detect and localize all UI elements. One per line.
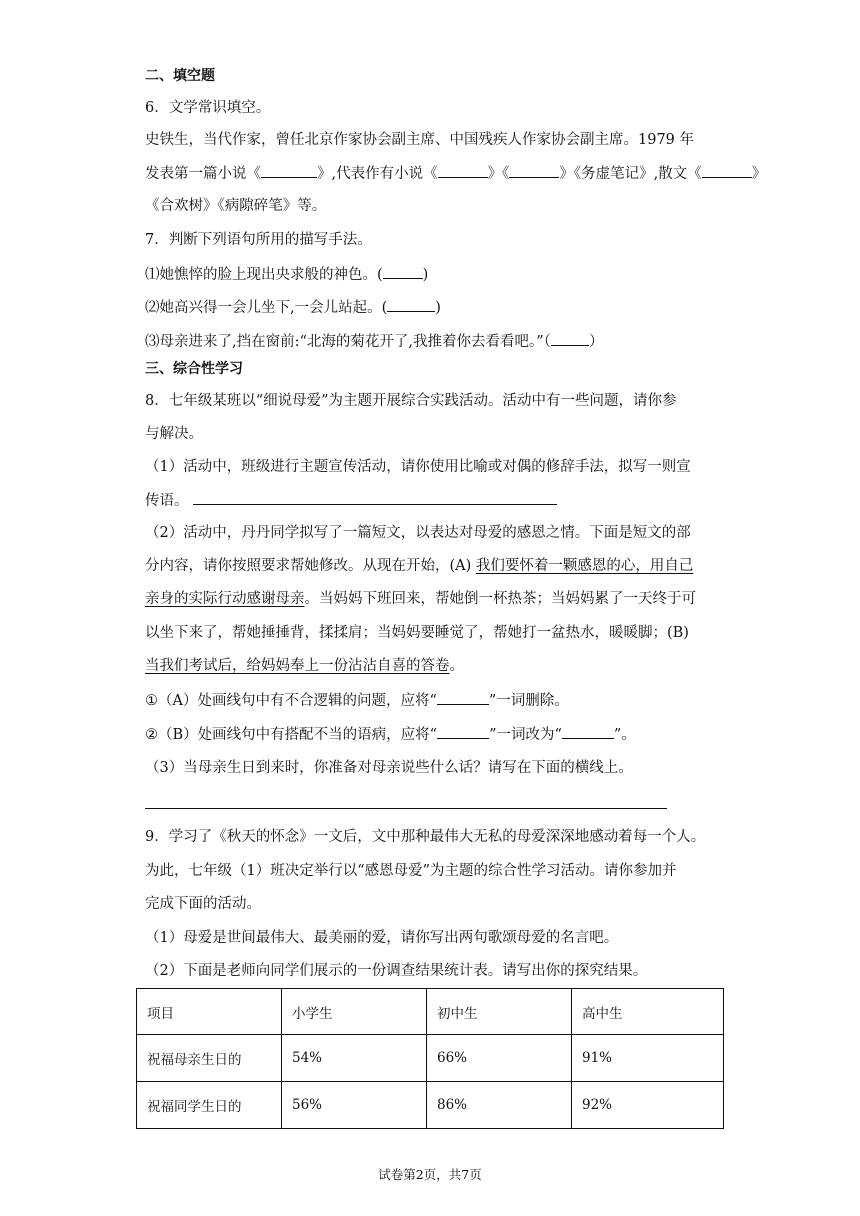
question-7-item-1: ⑴她憔悴的脸上现出央求般的神色。( ) xyxy=(145,264,428,285)
table-row xyxy=(137,1082,724,1129)
table-cell: 92% xyxy=(572,1082,724,1129)
question-8-sub-1: ①（A）处画线句中有不合逻辑的问题，应将“ ”一词删除。 xyxy=(145,690,569,711)
answer-blank[interactable] xyxy=(383,264,423,279)
answer-line[interactable] xyxy=(145,808,667,809)
question-7-item-3: ⑶母亲进来了,挡在窗前:“北海的菊花开了,我推着你去看看吧。”（ ） xyxy=(145,331,603,352)
underlined-sentence-a-cont: 亲身的实际行动感谢母亲 xyxy=(145,591,305,607)
question-9-line1: 9．学习了《秋天的怀念》一文后，文中那种最伟大无私的母爱深深地感动着每一个人。 xyxy=(145,829,706,845)
answer-blank[interactable] xyxy=(562,724,614,739)
question-9-line3: 完成下面的活动。 xyxy=(145,896,261,912)
table-cell: 54% xyxy=(282,1035,427,1082)
question-6-text-line2: 发表第一篇小说《 》,代表作有小说《 》《 》《务虚笔记》,散文《 》 xyxy=(145,163,766,184)
answer-blank[interactable] xyxy=(702,163,752,178)
table-cell: 56% xyxy=(282,1082,427,1129)
question-8-part2-line1: （2）活动中，丹丹同学拟写了一篇短文，以表达对母爱的感恩之情。下面是短文的部 xyxy=(145,525,691,541)
question-7-item-2: ⑵她高兴得一会儿坐下,一会儿站起。( ) xyxy=(145,297,441,318)
table-header-cell: 初中生 xyxy=(427,989,572,1035)
table-header-cell: 项目 xyxy=(137,989,282,1035)
question-8-part1-line2: 传语。 xyxy=(145,490,557,511)
answer-blank[interactable] xyxy=(509,163,559,178)
question-7-stem: 7．判断下列语句所用的描写手法。 xyxy=(145,232,372,248)
table-cell: 91% xyxy=(572,1035,724,1082)
table-header-cell: 小学生 xyxy=(282,989,427,1035)
table-row xyxy=(137,1035,724,1082)
underlined-sentence-a: 我们要怀着一颗感恩的心，用自己 xyxy=(475,558,694,574)
question-8-sub-2: ②（B）处画线句中有搭配不当的语病，应将“ ”一词改为“ ”。 xyxy=(145,724,636,745)
table-cell: 祝福母亲生日的 xyxy=(137,1035,282,1082)
table-header-row xyxy=(137,989,724,1035)
answer-blank[interactable] xyxy=(437,690,489,705)
table-header-cell: 高中生 xyxy=(572,989,724,1035)
question-8-stem-line2: 与解决。 xyxy=(145,426,203,442)
question-8-part2-line4: 以坐下来了，帮她捶捶背，揉揉肩；当妈妈要睡觉了，帮她打一盆热水，暖暖脚；(B) xyxy=(145,625,689,641)
answer-blank[interactable] xyxy=(261,163,317,178)
table-cell: 祝福同学生日的 xyxy=(137,1082,282,1129)
question-6-stem: 6．文学常识填空。 xyxy=(145,100,271,116)
question-8-part2-line3: 亲身的实际行动感谢母亲。当妈妈下班回来，帮她倒一杯热茶；当妈妈累了一天终于可 xyxy=(145,591,696,607)
answer-blank[interactable] xyxy=(387,297,435,312)
question-8-part2-line2: 分内容，请你按照要求帮她修改。从现在开始，(A) 我们要怀着一颗感恩的心，用自己 xyxy=(145,558,694,574)
question-8-stem-line1: 8．七年级某班以“细说母爱”为主题开展综合实践活动。活动中有一些问题，请你参 xyxy=(145,393,677,409)
survey-results-table xyxy=(136,988,724,1129)
section-heading-comprehensive: 三、综合性学习 xyxy=(145,361,243,377)
question-9-part2: （2）下面是老师向同学们展示的一份调查结果统计表。请写出你的探究结果。 xyxy=(145,963,648,979)
question-8-part2-line5: 当我们考试后，给妈妈奉上一份沾沾自喜的答卷。 xyxy=(145,658,464,674)
page-footer: 试卷第2页，共7页 xyxy=(378,1167,482,1182)
answer-line[interactable] xyxy=(193,490,557,505)
question-6-text-line1: 史铁生，当代作家，曾任北京作家协会副主席、中国残疾人作家协会副主席。1979 年 xyxy=(145,132,695,148)
section-heading-fill-blank: 二、填空题 xyxy=(145,68,215,84)
question-6-text-line3: 《合欢树》《病隙碎笔》等。 xyxy=(145,198,327,214)
answer-blank[interactable] xyxy=(437,724,489,739)
answer-blank[interactable] xyxy=(551,331,589,346)
question-9-part1: （1）母爱是世间最伟大、最美丽的爱，请你写出两句歌颂母爱的名言吧。 xyxy=(145,930,619,946)
question-8-part1-line1: （1）活动中，班级进行主题宣传活动，请你使用比喻或对偶的修辞手法，拟写一则宣 xyxy=(145,459,691,475)
table-cell: 86% xyxy=(427,1082,572,1129)
question-8-part3: （3）当母亲生日到来时，你准备对母亲说些什么话？请写在下面的横线上。 xyxy=(145,760,633,776)
question-9-line2: 为此，七年级（1）班决定举行以“感恩母爱”为主题的综合性学习活动。请你参加并 xyxy=(145,863,677,879)
table-cell: 66% xyxy=(427,1035,572,1082)
underlined-sentence-b: 当我们考试后，给妈妈奉上一份沾沾自喜的答卷 xyxy=(145,658,450,674)
answer-blank[interactable] xyxy=(438,163,488,178)
